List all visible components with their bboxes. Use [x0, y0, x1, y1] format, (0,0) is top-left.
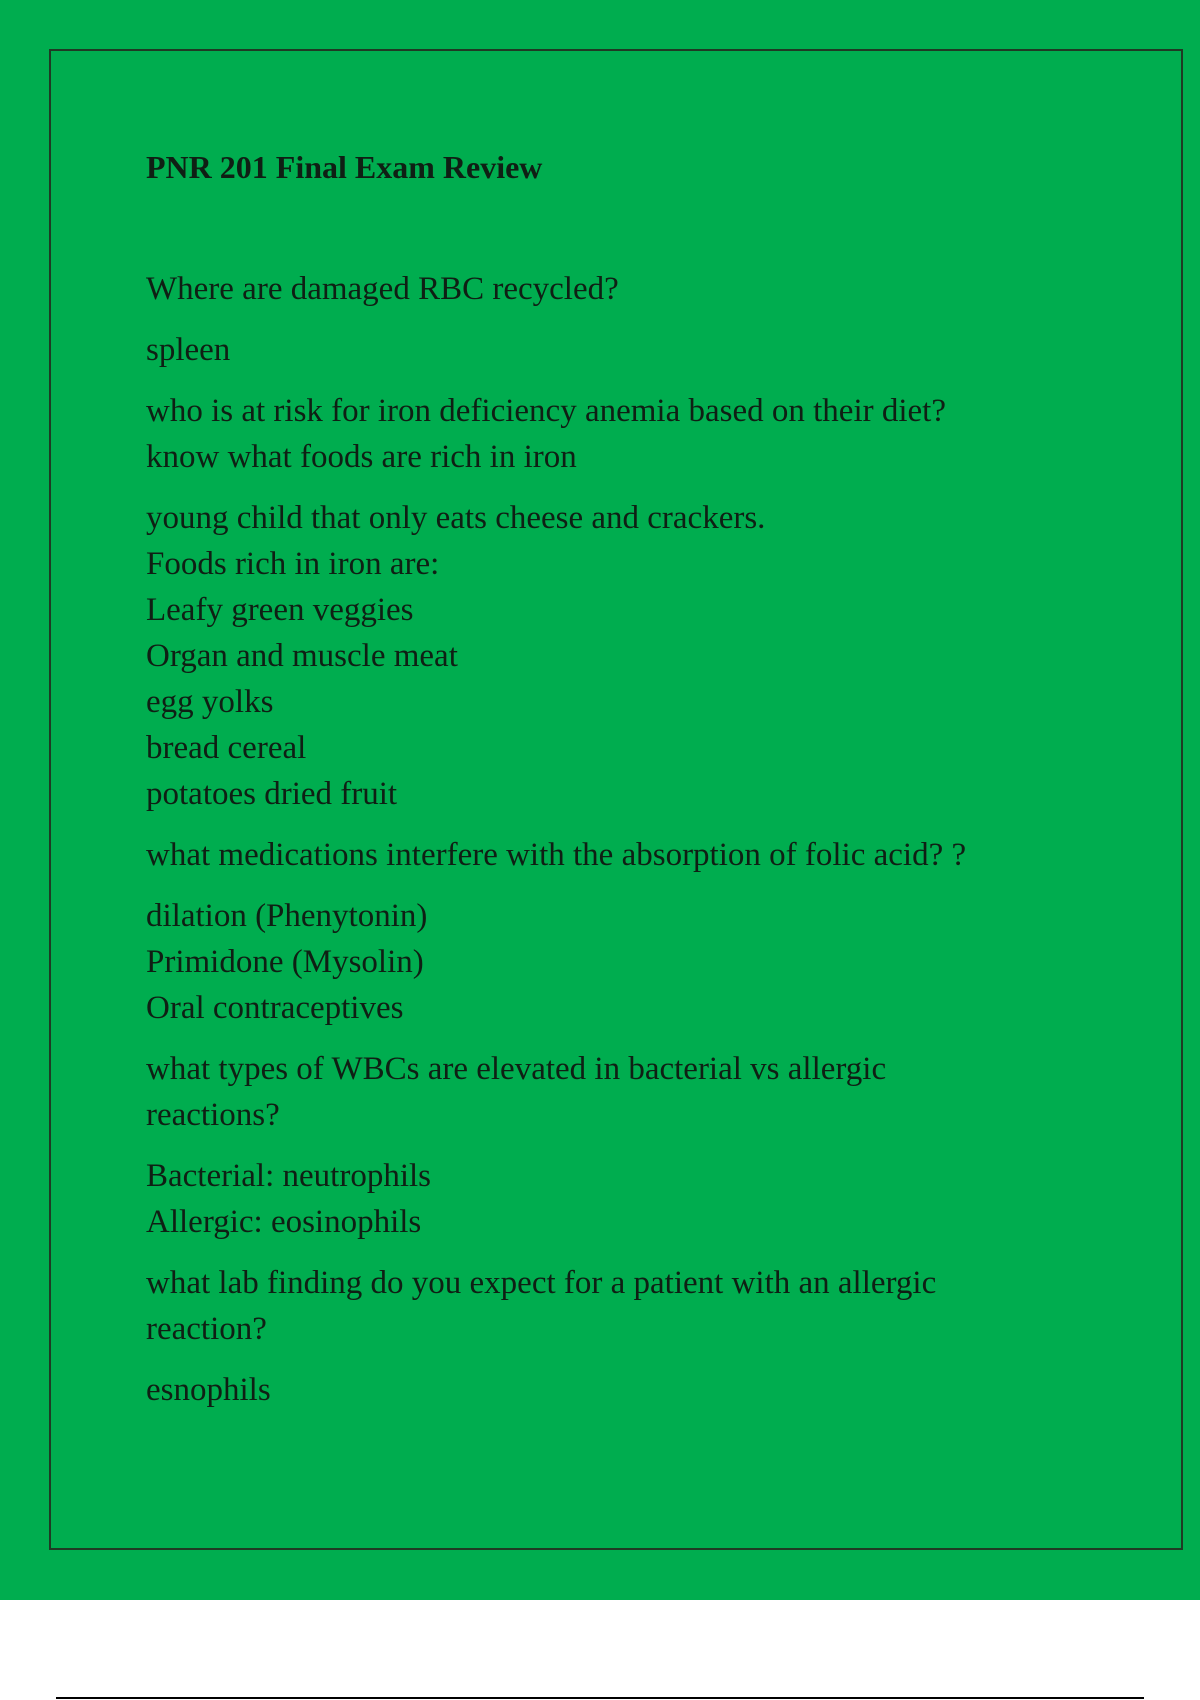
- text-line: Allergic: eosinophils: [146, 1204, 422, 1240]
- qa-block: [146, 832, 1106, 878]
- qa-block: [146, 1153, 1106, 1245]
- text-line: Organ and muscle meat: [146, 638, 458, 674]
- document-body: [146, 145, 1106, 1428]
- page-divider: [56, 1697, 1144, 1699]
- qa-block: [146, 1367, 1106, 1413]
- document-title: PNR 201 Final Exam Review: [146, 149, 543, 185]
- text-line: what types of WBCs are elevated in bacterial vs allergic: [146, 1051, 887, 1087]
- text-line: reaction?: [146, 1311, 267, 1347]
- qa-block: [146, 893, 1106, 1031]
- qa-block: [146, 1260, 1106, 1352]
- qa-list: [146, 266, 1106, 1413]
- text-line: reactions?: [146, 1097, 280, 1133]
- text-line: bread cereal: [146, 730, 307, 766]
- text-line: spleen: [146, 332, 231, 368]
- text-line: Where are damaged RBC recycled?: [146, 271, 619, 307]
- text-line: Oral contraceptives: [146, 990, 404, 1026]
- text-line: who is at risk for iron deficiency anemia based on their diet?: [146, 393, 946, 429]
- text-line: potatoes dried fruit: [146, 776, 398, 812]
- text-line: Primidone (Mysolin): [146, 944, 424, 980]
- qa-block: [146, 388, 1106, 480]
- text-line: dilation (Phenytonin): [146, 898, 428, 934]
- qa-block: [146, 266, 1106, 312]
- qa-block: [146, 495, 1106, 817]
- text-line: egg yolks: [146, 684, 274, 720]
- text-line: what medications interfere with the absorption of folic acid? ?: [146, 837, 967, 873]
- text-line: know what foods are rich in iron: [146, 439, 577, 475]
- text-line: Foods rich in iron are:: [146, 546, 440, 582]
- text-line: what lab finding do you expect for a patient with an allergic: [146, 1265, 937, 1301]
- text-line: Leafy green veggies: [146, 592, 414, 628]
- text-line: Bacterial: neutrophils: [146, 1158, 431, 1194]
- text-line: young child that only eats cheese and crackers.: [146, 500, 766, 536]
- text-line: esnophils: [146, 1372, 271, 1408]
- qa-block: [146, 327, 1106, 373]
- qa-block: [146, 1046, 1106, 1138]
